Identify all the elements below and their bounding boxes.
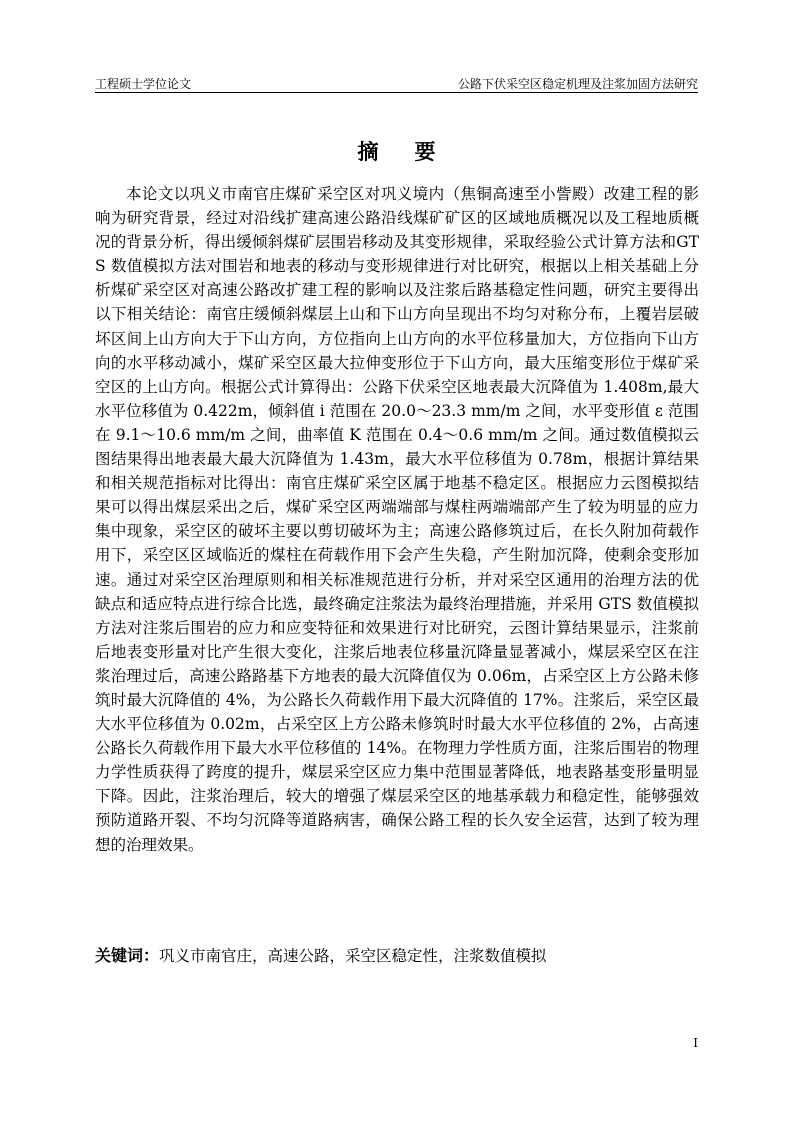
keywords-line <box>95 944 699 968</box>
header-thesis-type: 工程硕士学位论文 <box>95 77 192 91</box>
keywords-label: 关键词： <box>95 946 160 965</box>
keywords-text: 巩义市南官庄，高速公路，采空区稳定性，注浆数值模拟 <box>159 947 547 965</box>
abstract-body: 本论文以巩义市南官庄煤矿采空区对巩义境内（焦铜高速至小訾殿）改建工程的影响为研究背景，经过对沿线扩建高速公路沿线煤矿矿区的区域地质概况以及工程地质概况的背景分析，得出缓倾斜煤矿层围岩移动及其变形规律，采取经验公式计算方法和GTS 数值模拟方法对围岩和地表的移动与变形规律进行对比研究，根据以上相关基础上分析煤矿采空区对高速公路改扩建工程的影响以及注浆后路基稳定性问题，研究主要得出以下相关结论：南官庄缓倾斜煤层上山和下山方向呈现出不均匀对称分布，上覆岩层破坏区间上山方向大于下山方向，方位指向上山方向的水平位移量加大，方位指向下山方向的水平移动减小，煤矿采空区最大拉伸变形位于下山方向，最大压缩变形位于煤矿采空区的上山方向。根据公式计算得出：公路下伏采空区地表最大沉降值为 1.408m,最大水平位移值为 0.422m，倾斜值 i 范围在 20.0～23.3 mm/m 之间，水平变形值 ε 范围在 9.1～10.6 mm/m 之间，曲率值 K 范围在 0.4～0.6 mm/m 之间。通过数值模拟云图结果得出地表最大最大沉降值为 1.43m，最大水平位移值为 0.78m，根据计算结果和相关规范指标对比得出：南官庄煤矿采空区属于地基不稳定区。根据应力云图模拟结果可以得出煤层采出之后，煤矿采空区两端端部与煤柱两端端部产生了较为明显的应力集中现象，采空区的破坏主要以剪切破坏为主；高速公路修筑过后，在长久附加荷载作用下，采空区区域临近的煤柱在荷载作用下会产生失稳，产生附加沉降，使剩余变形加速。通过对采空区治理原则和相关标准规范进行分析，并对采空区通用的治理方法的优缺点和适应特点进行综合比选，最终确定注浆法为最终治理措施，并采用 GTS 数值模拟方法对注浆后围岩的应力和应变特征和效果进行对比研究，云图计算结果显示，注浆前后地表变形量对比产生很大变化，注浆后地表位移量沉降量显著减小，煤层采空区在注浆治理过后，高速公路路基下方地表的最大沉降值仅为 0.06m，占采空区上方公路未修筑时最大沉降值的 4%，为公路长久荷载作用下最大沉降值的 17%。注浆后，采空区最大水平位移值为 0.02m，占采空区上方公路未修筑时时最大水平位移值的 2%，占高速公路长久荷载作用下最大水平位移值的 14%。在物理力学性质方面，注浆后围岩的物理力学性质获得了跨度的提升，煤层采空区应力集中范围显著降低，地表路基变形量明显下降。因此，注浆治理后，较大的增强了煤层采空区的地基承载力和稳定性，能够强效预防道路开裂、不均匀沉降等道路病害，确保公路工程的长久安全运营，达到了较为理想的治理效果。 <box>95 185 699 854</box>
header-divider <box>95 92 698 93</box>
page-number: I <box>693 1036 698 1050</box>
header-thesis-title: 公路下伏采空区稳定机理及注浆加固方法研究 <box>457 77 698 91</box>
abstract-title: 摘要 <box>357 139 472 164</box>
